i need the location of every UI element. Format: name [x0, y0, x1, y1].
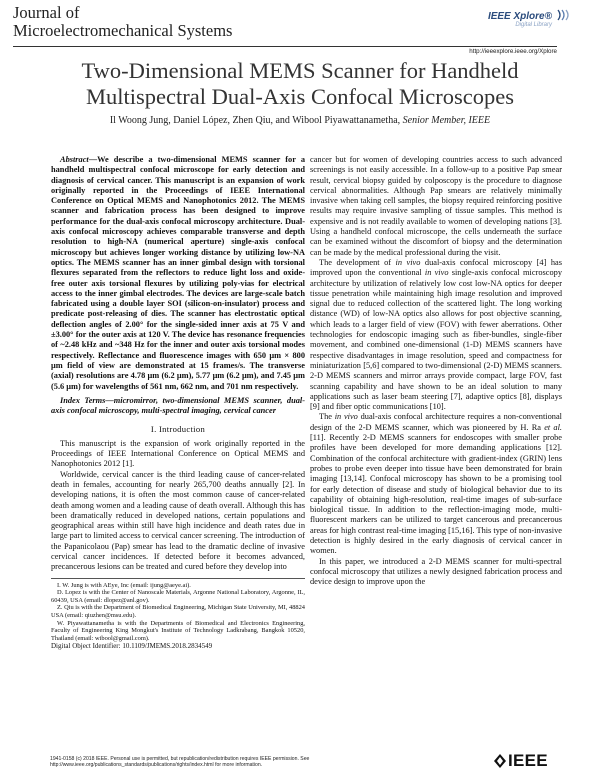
footnote-piyawattanametha: W. Piyawattanametha is with the Departments of Biomedical and Electronics Engineering, Faculty of Engineering King Mongkut's Institute of Technology Ladkrabang, Bangkok 10520, Thailand (email: wibool@gmail.com).	[51, 619, 305, 642]
ieee-diamond-icon	[493, 753, 507, 769]
author-role: Senior Member, IEEE	[402, 115, 491, 126]
journal-name	[13, 4, 232, 40]
index-terms: Index Terms—micromirror, two-dimensional MEMS scanner, dual-axis confocal microscopy, multi-spectral imaging, cervical cancer	[51, 395, 306, 416]
header-rule	[13, 46, 557, 47]
xplore-url[interactable]: http://ieeexplore.ieee.org/Xplore	[469, 48, 557, 55]
title-line1: Two-Dimensional MEMS Scanner for Handheld	[81, 58, 519, 83]
index-terms-text: micromirror, two-dimensional MEMS scanner, dual-axis confocal microscopy, multi-spectral imaging, cervical cancer	[51, 395, 306, 416]
intro-paragraph-1: This manuscript is the expansion of work originally reported in the Proceedings of IEEE International Conference on Optical MEMS and Nanophotonics 2012 [1].	[51, 438, 305, 469]
abstract-text: We describe a two-dimensional MEMS scanner for a handheld multispectral confocal microscope for early detection and diagnosis of cervical cancer. This manuscript is an expansion of work originally reported in the Proceedings of IEEE International Conference on Optical MEMS and Nanophotonics 2012. The MEMS scanner and fabrication process has been designed to improve performance for the dual-axis confocal microscopy architecture. Dual-axis confocal microscopy achieves comparable transverse and depth resolution to high-NA (numerical aperture) single-axis confocal microscopy but achieves longer working distance by utilizing low-NA optics. The MEMS scanner has an inner gimbal design with torsional flexures separated from the reflectors to reduce light loss and oxide-free outer axis torsional flexures by utilizing poly-vias for electrical access to the inner gimbal electrodes. The devices are large-scale batch fabricated using a double layer SOI (silicon-on-insulator) process and predicate post-releasing of dies. The scanner has electrostatic optical deflection angles of 2.00° for the single-sided inner axis at 75 V and ±3.00° for the outer axis at 120 V. The device has resonance frequencies of ~2.48 kHz and ~348 Hz for the inner and outer axis torsional modes respectively. Reflectance and fluorescence images with 650 μm × 800 μm field of view are demonstrated at 15 frames/s. The transverse (axial) resolutions are 4.78 μm (6.2 μm), 5.77 μm (6.2 μm), and 7.45 μm (5.6 μm) for wavelengths of 561 nm, 662 nm, and 701 nm respectively.	[51, 155, 305, 391]
doi: Digital Object Identifier: 10.1109/JMEMS.2018.2834549	[51, 642, 213, 651]
body-paragraph-2: The development of in vivo dual-axis confocal microscopy [4] has improved upon the conventional in vivo single-axis confocal microscopy architecture by utilization of relatively low cost low-NA optics for deeper tissue penetration while maintaining high image resolution and improved signal due to reduced collection of the scattered light. The long working distance (WD) of low-NA optics also allows for post objective scanning, which leads to a larger field of view (FOV) with fewer aberrations. Other technologies for endoscopic imaging such as fiber-bundles, single-fiber movement, and combined one-dimensional (1-D) MEMS scanners have respective disadvantages in image resolution, speed and compactness for miniaturization [5,6] compared to two-dimensional (2-D) MEMS scanners. 2-D MEMS scanners and mirror arrays provide compact, large FOV, fast scanning capability and have shown to be an ideal solution to many applications such as laser beam steering [7], adaptive optics [8], displays [9] and fiber optic communications [10].	[310, 257, 562, 412]
paper-title	[0, 58, 600, 110]
xplore-brand: IEEE Xplore®	[487, 11, 552, 22]
ieee-xplore-logo	[486, 11, 552, 28]
footnotes	[51, 578, 305, 651]
body-paragraph-1: cancer but for women of developing countries access to such advanced screenings is not easily accessible. In a follow-up to a positive Pap smear result, cervical biopsy guided by colposcopy is the procedure to diagnose cervical abnormalities. Although Pap smears are relatively minimally invasive when taking cell samples, the biopsy required reinforcing positive results may require invasive sampling of tissue samples. This method is expensive and is not readily available to women of developing nations [3]. Using a handheld confocal microscope, the cells underneath the surface can be examined without the discomfort of biopsy and the determination can be made by the medical professional during the visit.	[310, 155, 562, 257]
abstract-label: Abstract	[60, 155, 89, 164]
journal-name-line1: Journal of	[13, 3, 80, 22]
left-column	[51, 155, 305, 651]
intro-paragraph-2: Worldwide, cervical cancer is the third leading cause of cancer-related death in females, accounting for nearly 265,700 deaths annually [2]. In developing nations, it is often the most common cause of cancer-related death among women and a leading cause of death overall. Although this has been dramatically reduced in developed nations, certain populations and geographical areas within still have high incidence and death rates due in large part to limited access to cervical cancer screening. The introduction of the Papanicolaou (Pap) smear has lead to the dramatic decline of invasive cervical cancer incidences. If detected before it becomes advanced, precancerous lesions can be treated and cured before they develop into	[51, 469, 305, 572]
xplore-subtitle: Digital Library	[515, 22, 552, 28]
right-column	[310, 155, 562, 587]
abstract: Abstract—We describe a two-dimensional MEMS scanner for a handheld multispectral confocal microscope for early detection and diagnosis of cervical cancer. This manuscript is an expansion of work originally reported in the Proceedings of IEEE International Conference on Optical MEMS and Nanophotonics 2012. The MEMS scanner and fabrication process has been designed to improve performance for the dual-axis confocal microscopy architecture. Dual-axis confocal microscopy achieves comparable transverse and depth resolution to high-NA (numerical aperture) single-axis confocal microscopy but achieves longer working distance by utilizing low-NA optics. The MEMS scanner has an inner gimbal design with torsional flexures separated from the reflectors to reduce light loss and oxide-free outer axis torsional flexures by utilizing poly-vias for electrical access to the inner gimbal electrodes. The devices are large-scale batch fabricated using a double layer SOI (silicon-on-insulator) process and predicate post-releasing of dies. The scanner has electrostatic optical deflection angles of 2.00° for the single-sided inner axis at 75 V and ±3.00° for the outer axis at 120 V. The device has resonance frequencies of ~2.48 kHz and ~348 Hz for the inner and outer axis torsional modes respectively. Reflectance and fluorescence images with 650 μm × 800 μm field of view are demonstrated at 15 frames/s. The transverse (axial) resolutions are 4.78 μm (6.2 μm), 5.77 μm (6.2 μm), and 7.45 μm (5.6 μm) for wavelengths of 561 nm, 662 nm, and 701 nm respectively.	[51, 155, 305, 391]
footnote-qiu: Z. Qiu is with the Department of Biomedical Engineering, Michigan State University, MI, 48824 USA (email: qiuzhen@msu.edu).	[51, 604, 305, 619]
index-terms-label: Index Terms	[60, 395, 106, 405]
copyright-notice: 1941-0158 (c) 2018 IEEE. Personal use is permitted, but republication/redistribution requires IEEE permission. See http://www.ieee.org/publications_standards/publications/rights/index.html for more information.	[50, 756, 310, 769]
body-paragraph-4: In this paper, we introduced a 2-D MEMS scanner for multi-spectral confocal microscopy that utilizes a newly designed fabrication process and device design to improve upon the	[310, 556, 562, 587]
body-paragraph-3: The in vivo dual-axis confocal architecture requires a non-conventional design of the 2-D MEMS scanner, which was pioneered by H. Ra et al. [11]. Recently 2-D MEMS scanners for endoscopes with smaller probe profiles have been developed for more demanding applications [12]. Combination of the confocal architecture with gradient-index (GRIN) lens probes to probe even deeper into tissue have been demonstrated for brain imaging [13,14]. Confocal microscopy has shown to be a promising tool for early detection of disease and study of biological behavior due to its capability of obtaining high-resolution, real-time images of sub-surface biological tissue. In addition to the reflection-imaging mode, multi-fluorescent markers can be utilized to target cancerous and precancerous areas for high contrast real-time imaging [15,16]. This type of non-invasive detection is highly desired in the early diagnosis of cervical cancer in women.	[310, 412, 562, 556]
footnote-jung: I. W. Jung is with AEye, Inc (email: ijung@aeye.ai).	[57, 581, 191, 589]
author-names: Il Woong Jung, Daniel López, Zhen Qiu, and Wibool Piyawattanametha,	[109, 115, 401, 126]
ieee-logo: IEEE	[508, 751, 548, 770]
journal-name-line2: Microelectromechanical Systems	[13, 21, 233, 40]
section-heading-introduction: I. Introduction	[150, 424, 206, 435]
xplore-waves-icon	[556, 8, 570, 22]
footnote-lopez: D. Lopez is with the Center of Nanoscale Materials, Argonne National Laboratory, Argonne, IL, 60439, USA (email: dlopez@anl.gov).	[51, 589, 305, 604]
title-line2: Multispectral Dual-Axis Confocal Microscopes	[85, 84, 515, 109]
authors	[0, 115, 600, 126]
